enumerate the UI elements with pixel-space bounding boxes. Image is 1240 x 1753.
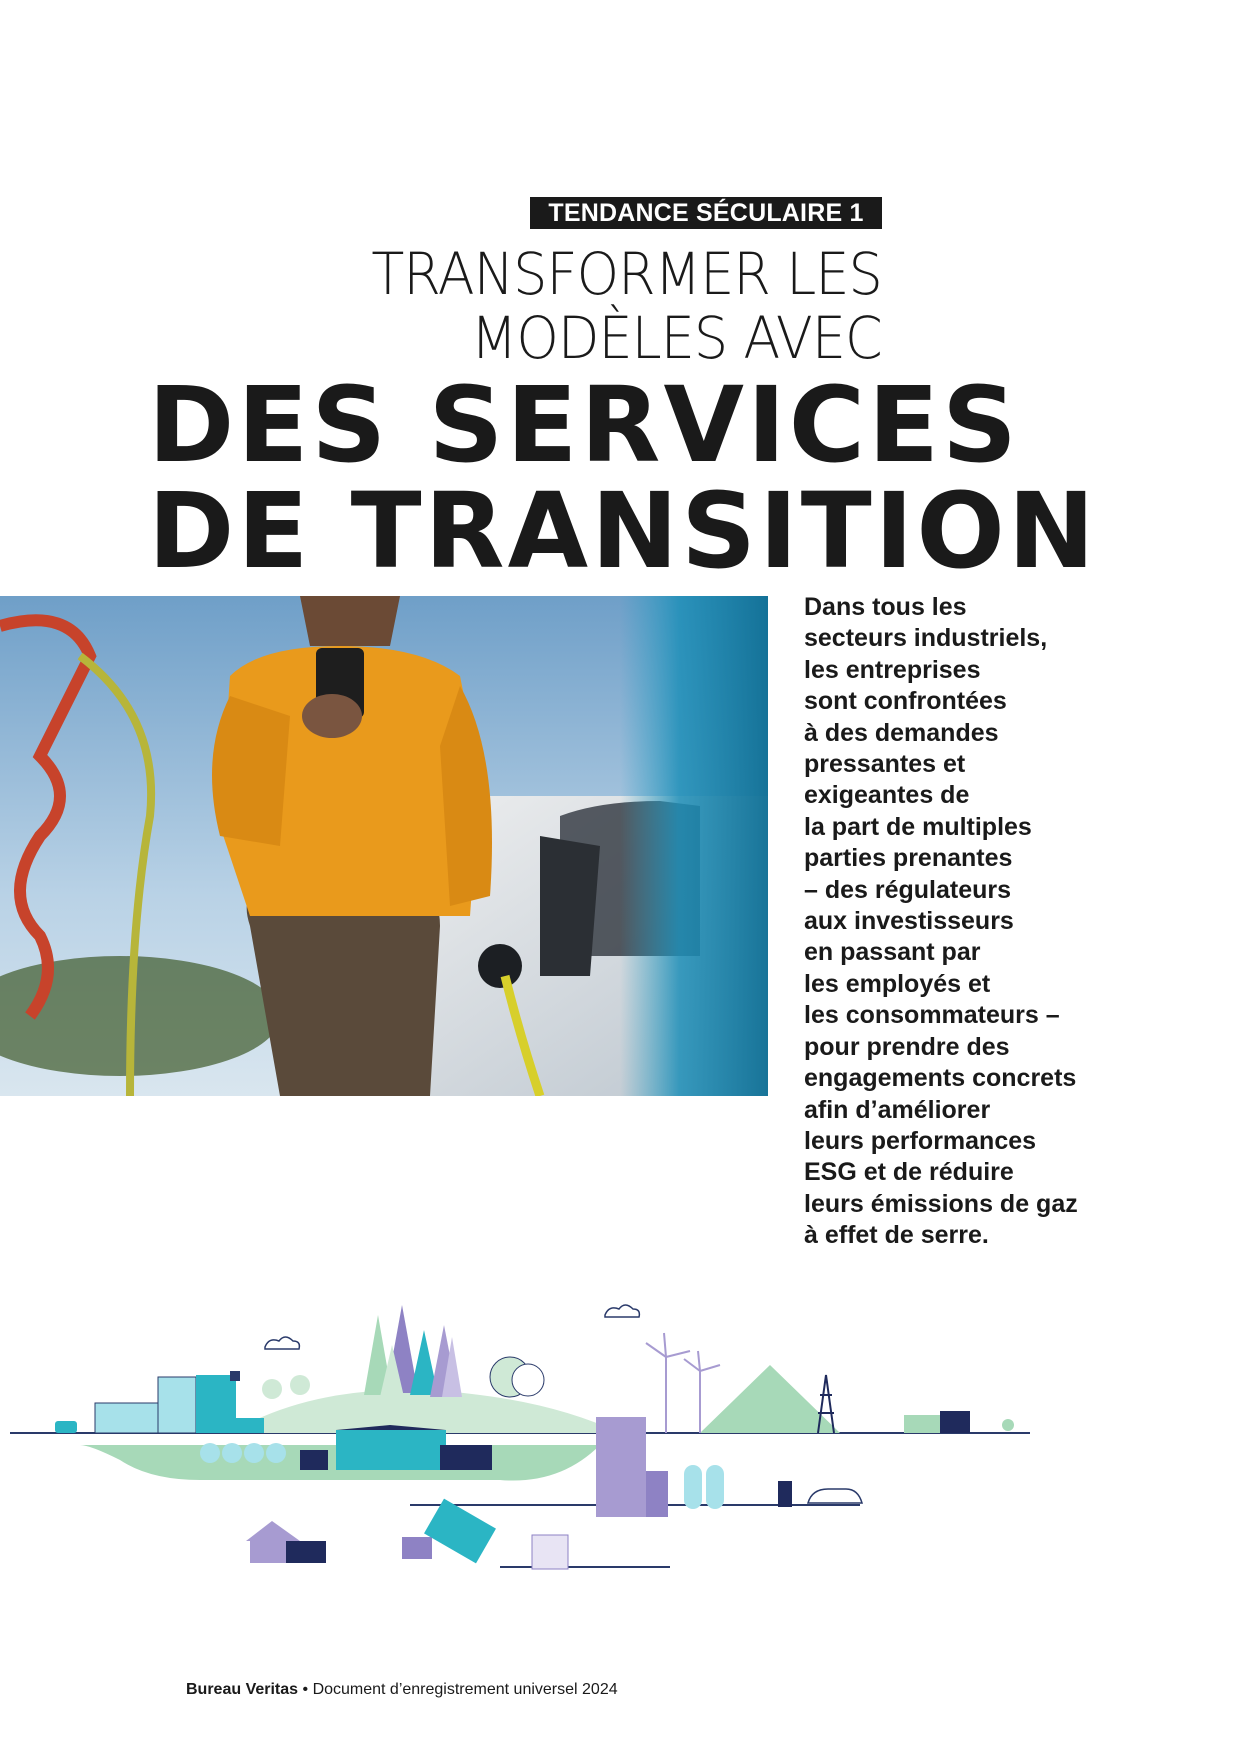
ev-charging-photo xyxy=(0,596,768,1096)
body-line: sont confrontées xyxy=(804,687,1007,716)
page-subtitle xyxy=(333,242,882,370)
subtitle-line-2: MODÈLES AVEC xyxy=(470,304,882,372)
body-line: afin d’améliorer xyxy=(804,1095,991,1124)
body-line: aux investisseurs xyxy=(804,907,1014,936)
intro-paragraph xyxy=(804,592,1104,1252)
page-title xyxy=(148,364,1098,592)
body-line: en passant par xyxy=(804,938,981,967)
body-line: – des régulateurs xyxy=(804,875,1012,904)
section-tag: TENDANCE SÉCULAIRE 1 xyxy=(530,197,882,229)
body-line: les employés et xyxy=(804,969,991,998)
subtitle-line-1: TRANSFORMER LES xyxy=(371,240,882,308)
body-line: Dans tous les xyxy=(804,593,967,621)
body-line: engagements concrets xyxy=(804,1064,1077,1093)
footer-brand: Bureau Veritas xyxy=(186,1681,299,1698)
body-line: secteurs industriels, xyxy=(804,624,1048,653)
body-line: exigeantes de xyxy=(804,781,970,810)
title-line-1: DES SERVICES xyxy=(148,364,1020,486)
body-line: la part de multiples xyxy=(804,812,1032,841)
body-line: ESG et de réduire xyxy=(804,1158,1014,1187)
body-line: à effet de serre. xyxy=(804,1221,989,1250)
body-line: à des demandes xyxy=(804,718,999,747)
footer-document: Document d’enregistrement universel 2024 xyxy=(312,1681,618,1698)
footer-separator: • xyxy=(298,1681,313,1698)
body-line: parties prenantes xyxy=(804,844,1013,873)
title-line-2: DE TRANSITION xyxy=(148,470,1098,592)
industry-landscape-illustration xyxy=(0,1285,1240,1585)
body-line: pressantes et xyxy=(804,750,966,779)
body-line: les entreprises xyxy=(804,655,981,684)
body-line: les consommateurs – xyxy=(804,1001,1060,1030)
body-line: pour prendre des xyxy=(804,1032,1010,1061)
body-line: leurs performances xyxy=(804,1126,1037,1155)
page-footer xyxy=(186,1681,618,1699)
body-line: leurs émissions de gaz xyxy=(804,1189,1078,1218)
